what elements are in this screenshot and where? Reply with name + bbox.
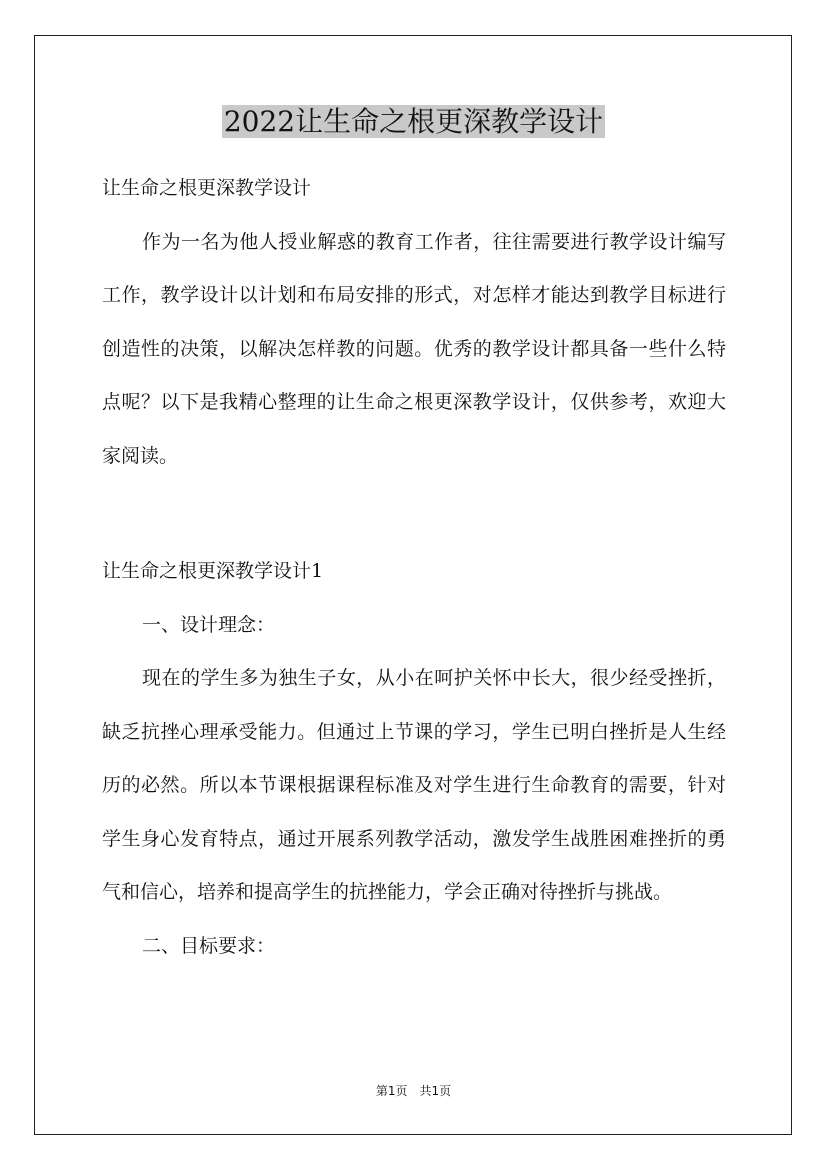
section-1 [102, 545, 726, 973]
page-number-current: 第1页 [375, 1084, 408, 1098]
document-body [102, 162, 726, 483]
intro-paragraph: 作为一名为他人授业解惑的教育工作者，往往需要进行教学设计编写工作，教学设计以计划和布局安排的形式，对怎样才能达到教学目标进行创造性的决策，以解决怎样教的问题。优秀的教学设计都具备一些什么特点呢？以下是我精心整理的让生命之根更深教学设计，仅供参考，欢迎大家阅读。 [102, 230, 726, 467]
document-title [0, 102, 827, 142]
subtitle: 让生命之根更深教学设计 [102, 177, 312, 199]
part-heading-design-concept: 一、设计理念： [142, 613, 276, 636]
document-title-text: 2022让生命之根更深教学设计 [223, 105, 604, 138]
section-heading: 让生命之根更深教学设计1 [102, 560, 324, 582]
page-footer [0, 1083, 827, 1099]
design-concept-paragraph: 现在的学生多为独生子女，从小在呵护关怀中长大，很少经受挫折，缺乏抗挫心理承受能力。但通过上节课的学习，学生已明白挫折是人生经历的必然。所以本节课根据课程标准及对学生进行生命教育的需要，针对学生身心发育特点，通过开展系列教学活动，激发学生战胜困难挫折的勇气和信心，培养和提高学生的抗挫能力，学会正确对待挫折与挑战。 [102, 667, 726, 903]
part-heading-objectives: 二、目标要求： [142, 934, 276, 957]
page-number-total: 共1页 [419, 1084, 452, 1098]
